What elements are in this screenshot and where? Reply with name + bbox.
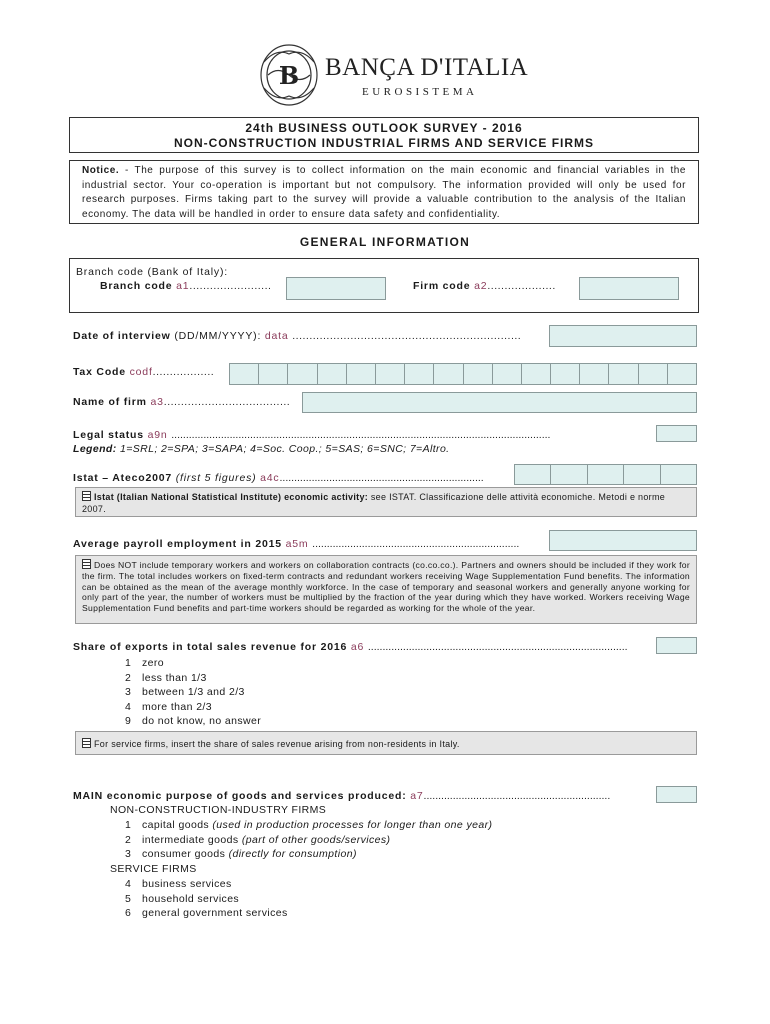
legend-label: Legend: — [73, 443, 117, 455]
firm-code-id: a2 — [474, 280, 488, 292]
tax-row — [73, 366, 214, 378]
employment-label: Average payroll employment in 2015 — [73, 538, 282, 550]
istat-row — [73, 472, 484, 484]
firm-name-input[interactable] — [302, 392, 697, 413]
tax-dots: .................. — [152, 366, 215, 378]
istat-dots: ...................................................................... — [279, 472, 484, 484]
list-item: 2 less than 1/3 — [125, 671, 207, 684]
survey-title: 24th BUSINESS OUTLOOK SURVEY - 2016 — [245, 121, 523, 135]
note-icon — [82, 559, 91, 569]
bank-subtitle: EUROSISTEMA — [362, 86, 478, 98]
legal-status-input[interactable] — [656, 425, 697, 442]
list-item: 3 between 1/3 and 2/3 — [125, 686, 245, 699]
svg-text:B: B — [278, 61, 300, 90]
legend-text: 1=SRL; 2=SPA; 3=SAPA; 4=Soc. Coop.; 5=SAS; 6=SNC; 7=Altro. — [119, 443, 450, 455]
branch-code-input[interactable] — [286, 277, 386, 300]
date-dots: ................................................................... — [292, 330, 522, 342]
bank-logo — [258, 42, 320, 108]
purpose-label: MAIN economic purpose of goods and services produced: — [73, 790, 407, 802]
note-icon — [82, 738, 91, 748]
general-info-heading: GENERAL INFORMATION — [299, 235, 471, 249]
legal-row — [73, 429, 550, 441]
branch-label: Branch code — [100, 280, 173, 292]
branch-heading-text: Branch code (Bank of Italy): — [76, 266, 228, 278]
legal-dots: .................................................................................................................................. — [171, 429, 551, 441]
legal-code-id: a9n — [147, 429, 168, 441]
firm-label-row — [413, 280, 556, 292]
branch-label-row — [100, 280, 271, 292]
istat-code-id: a4c — [260, 472, 280, 484]
exports-label: Share of exports in total sales revenue for 2016 — [73, 641, 348, 653]
purpose-input[interactable] — [656, 786, 697, 803]
exports-input[interactable] — [656, 637, 697, 654]
employment-code-id: a5m — [285, 538, 309, 550]
tax-code-id: codf — [129, 366, 153, 378]
firm-label: Firm code — [413, 280, 471, 292]
purpose-row — [73, 790, 610, 802]
name-dots: ..................................... — [163, 396, 291, 408]
list-item: 1 capital goods (used in production processes for longer than one year) — [125, 819, 493, 831]
branch-dots: ........................ — [189, 280, 272, 292]
purpose-dots: ................................................................ — [423, 790, 611, 802]
name-row — [73, 396, 290, 408]
date-row — [73, 330, 521, 342]
purpose-group-industry: NON-CONSTRUCTION-INDUSTRY FIRMS — [110, 804, 327, 816]
survey-subtitle: NON-CONSTRUCTION INDUSTRIAL FIRMS AND SERVICE FIRMS — [173, 136, 595, 150]
list-item: 3 consumer goods (directly for consumption) — [125, 848, 357, 861]
firm-code-input[interactable] — [579, 277, 679, 300]
list-item: 6 general government services — [125, 907, 288, 920]
employment-input[interactable] — [549, 530, 697, 551]
name-label: Name of firm — [73, 396, 147, 408]
notice-label: Notice. — [82, 165, 120, 176]
istat-label: Istat – Ateco2007 — [73, 472, 173, 484]
list-item: 1 zero — [125, 657, 165, 669]
exports-row — [73, 641, 628, 653]
list-item: 2 intermediate goods (part of other goods/services) — [125, 833, 391, 846]
exports-note — [75, 731, 697, 755]
branch-code-id: a1 — [176, 280, 190, 292]
date-code-id: data — [264, 330, 289, 342]
date-input[interactable] — [549, 325, 697, 347]
list-item: 4 business services — [125, 878, 232, 890]
istat-note-bold: Istat (Italian National Statistical Institute) economic activity: — [94, 492, 369, 502]
notice-text: - The purpose of this survey is to collect information on the main economic and financial variables in the industrial sector. Your co-operation is important but not compulsory. The information provided will only be used for research purposes. Firms taking part to the survey will provide a valuable contribution to the analysis of the Italian economy. The data will be handled in order to ensure data safety and confidentiality. — [82, 165, 686, 220]
purpose-group-service: SERVICE FIRMS — [110, 863, 197, 875]
employment-dots: ....................................................................... — [312, 538, 520, 550]
exports-options — [125, 657, 261, 730]
employment-note — [75, 555, 697, 624]
employment-note-text: Does NOT include temporary workers and workers on collaboration contracts (co.co.co.). Partners and owners should be included if they work for the firm. The total includes workers on fixed-term contracts and redundant workers receiving Wage Supplementation Fund benefits. The information can be obtained as the mean of the average monthly workforce. In the case of temporary and seasonal workers and generally anyone working for only part of the year, the number of workers must be multiplied by the fraction of the year during which they have worked. Workers receiving Wage Supplementation Fund benefits and part-time workers should be regarded as working for the whole of the year. — [82, 560, 690, 614]
name-code-id: a3 — [150, 396, 164, 408]
list-item: 4 more than 2/3 — [125, 700, 212, 713]
exports-dots: ......................................................................................... — [367, 641, 628, 653]
purpose-industry-options — [125, 819, 492, 863]
istat-hint: (first 5 figures) — [175, 472, 257, 484]
exports-note-text: For service firms, insert the share of sales revenue arising from non-residents in Italy. — [94, 739, 460, 749]
branch-heading — [76, 266, 228, 278]
list-item: 9 do not know, no answer — [125, 715, 262, 728]
note-icon — [82, 491, 91, 501]
bank-name: BANÇA D'ITALIA — [325, 54, 529, 81]
istat-input[interactable] — [514, 464, 697, 485]
exports-code-id: a6 — [350, 641, 365, 653]
date-format: (DD/MM/YYYY): — [174, 330, 262, 342]
date-label: Date of interview — [73, 330, 171, 342]
list-item: 5 household services — [125, 892, 240, 905]
legend-row — [73, 443, 450, 455]
tax-label: Tax Code — [73, 366, 126, 378]
firm-dots: .................... — [487, 280, 556, 292]
legal-label: Legal status — [73, 429, 144, 441]
purpose-code-id: a7 — [410, 790, 424, 802]
purpose-service-options — [125, 878, 288, 922]
istat-note — [75, 487, 697, 517]
tax-code-input[interactable] — [229, 363, 697, 385]
survey-title-box — [69, 117, 699, 153]
istat-note-text: see ISTAT. Classificazione delle attività economiche. Metodi e norme 2007. — [82, 492, 666, 514]
notice-box — [69, 160, 699, 224]
employment-row — [73, 538, 519, 550]
